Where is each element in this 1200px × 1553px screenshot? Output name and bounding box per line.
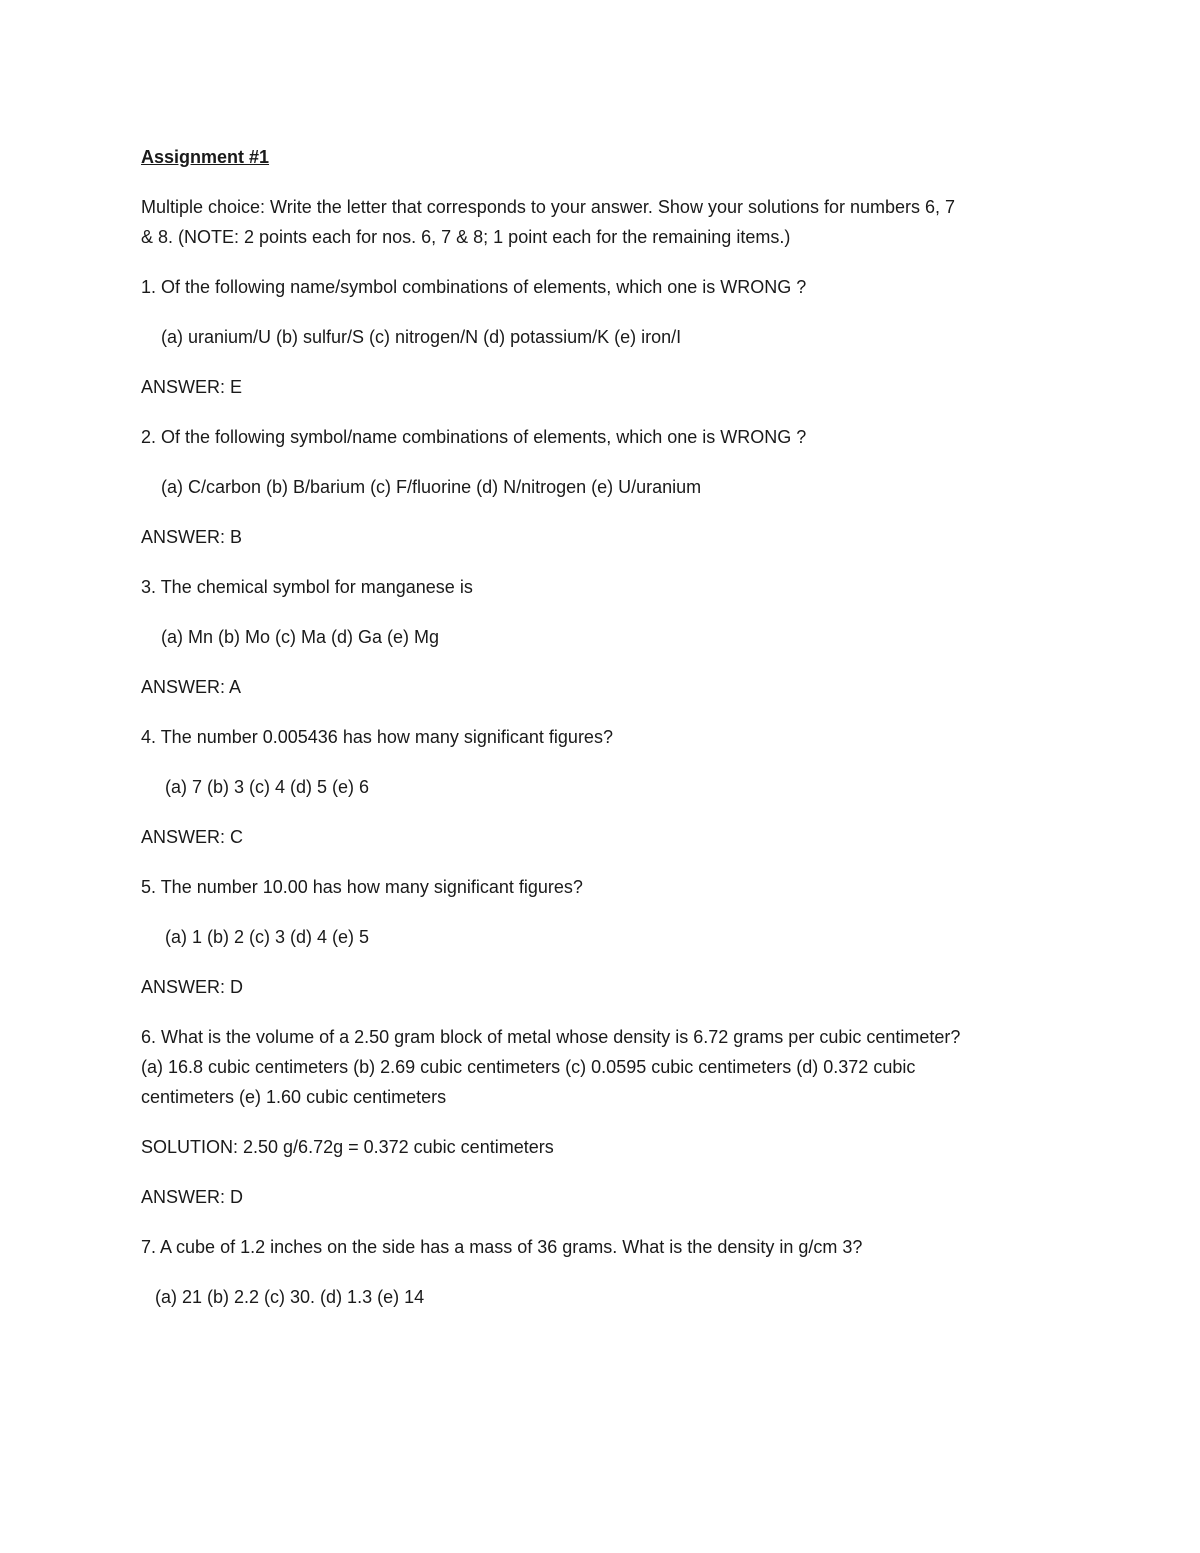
question-6: 6. What is the volume of a 2.50 gram block of metal whose density is 6.72 grams per cubic centimeter? [141, 1027, 961, 1047]
question-5-answer: ANSWER: D [141, 977, 244, 997]
instructions-line-1: Multiple choice: Write the letter that corresponds to your answer. Show your solutions for numbers 6, 7 [141, 197, 956, 217]
question-1: 1. Of the following name/symbol combinations of elements, which one is WRONG ? [141, 277, 807, 297]
question-6-answer: ANSWER: D [141, 1187, 244, 1207]
question-4-answer: ANSWER: C [141, 827, 244, 847]
question-6-choices-line-1: (a) 16.8 cubic centimeters (b) 2.69 cubic centimeters (c) 0.0595 cubic centimeters (d) 0.372 cubic [141, 1057, 916, 1077]
question-1-choices: (a) uranium/U (b) sulfur/S (c) nitrogen/N (d) potassium/K (e) iron/I [161, 327, 682, 347]
assignment-title: Assignment #1 [141, 147, 270, 167]
question-3: 3. The chemical symbol for manganese is [141, 577, 473, 597]
question-4-choices: (a) 7 (b) 3 (c) 4 (d) 5 (e) 6 [165, 777, 370, 797]
question-2-choices: (a) C/carbon (b) B/barium (c) F/fluorine (d) N/nitrogen (e) U/uranium [161, 477, 702, 497]
question-3-answer: ANSWER: A [141, 677, 242, 697]
question-6-choices-line-2: centimeters (e) 1.60 cubic centimeters [141, 1087, 447, 1107]
question-1-answer: ANSWER: E [141, 377, 243, 397]
instructions-line-2: & 8. (NOTE: 2 points each for nos. 6, 7 & 8; 1 point each for the remaining items.) [141, 227, 791, 247]
question-4: 4. The number 0.005436 has how many significant figures? [141, 727, 613, 747]
question-5-choices: (a) 1 (b) 2 (c) 3 (d) 4 (e) 5 [165, 927, 370, 947]
question-7-choices: (a) 21 (b) 2.2 (c) 30. (d) 1.3 (e) 14 [155, 1287, 425, 1307]
question-7: 7. A cube of 1.2 inches on the side has a mass of 36 grams. What is the density in g/cm 3? [141, 1237, 863, 1257]
question-5: 5. The number 10.00 has how many significant figures? [141, 877, 583, 897]
question-6-solution: SOLUTION: 2.50 g/6.72g = 0.372 cubic centimeters [141, 1137, 554, 1157]
question-3-choices: (a) Mn (b) Mo (c) Ma (d) Ga (e) Mg [161, 627, 440, 647]
question-2: 2. Of the following symbol/name combinations of elements, which one is WRONG ? [141, 427, 807, 447]
question-2-answer: ANSWER: B [141, 527, 243, 547]
